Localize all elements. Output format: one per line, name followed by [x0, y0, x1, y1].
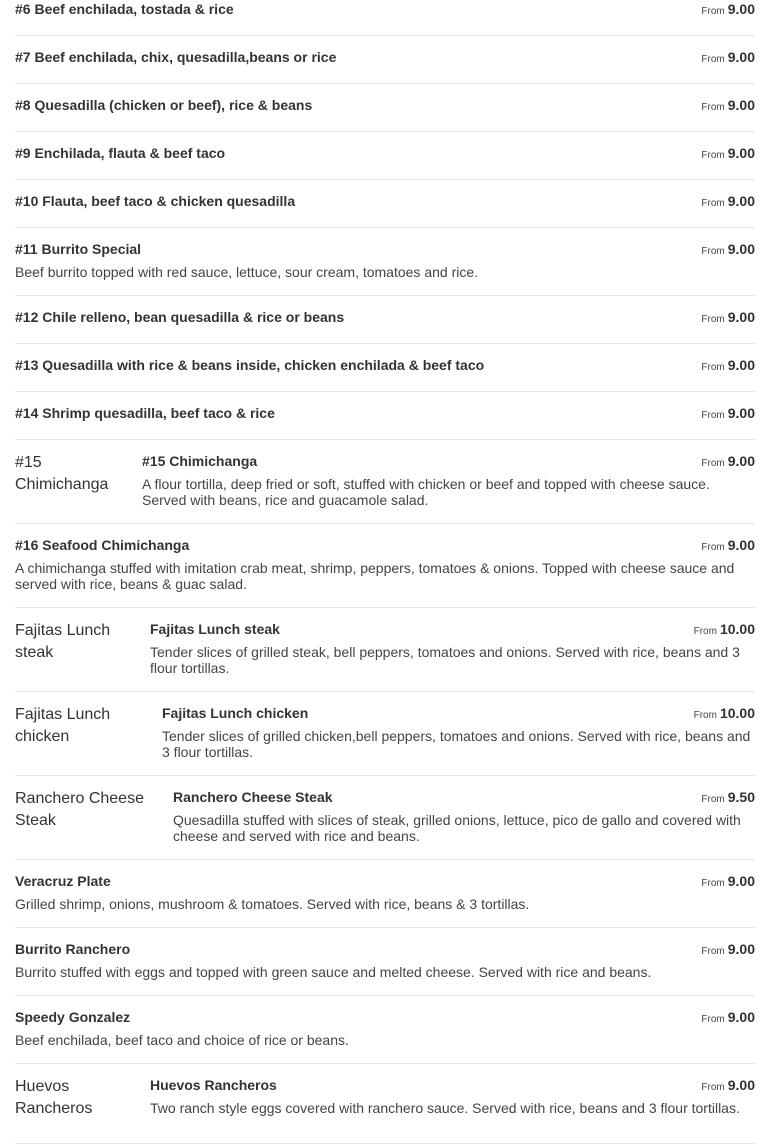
menu-item-description: Two ranch style eggs covered with ranchero sauce. Served with rice, beans and 3 flour tortillas. — [150, 1100, 740, 1116]
menu-item-name[interactable]: Veracruz Plate — [15, 873, 111, 889]
menu-item-header — [15, 96, 755, 115]
price-value: 9.00 — [727, 145, 755, 161]
menu-item-name[interactable]: #6 Beef enchilada, tostada & rice — [15, 1, 234, 17]
price-value: 9.00 — [727, 453, 755, 469]
menu-item-body — [15, 404, 755, 424]
menu-item[interactable] — [15, 84, 755, 132]
menu-item-body — [15, 308, 755, 328]
price-prefix: From — [701, 362, 725, 373]
menu-item-body — [173, 788, 755, 844]
menu-item-description: Tender slices of grilled steak, bell peppers, tomatoes and onions. Served with rice, beans and 3 flour tortillas. — [150, 644, 740, 676]
menu-item-description: Burrito stuffed with eggs and topped with green sauce and melted cheese. Served with rice and beans. — [15, 964, 652, 980]
menu-item-name[interactable]: #9 Enchilada, flauta & beef taco — [15, 145, 226, 161]
menu-item[interactable] — [15, 524, 755, 608]
menu-item-header — [15, 536, 755, 555]
menu-item-description: A flour tortilla, deep fried or soft, stuffed with chicken or beef and topped with cheese sauce. Served with beans, rice and guacamole salad. — [142, 476, 710, 508]
menu-item-description: Quesadilla stuffed with slices of steak, grilled onions, lettuce, pico de gallo and covered with cheese and served with rice and beans. — [173, 812, 741, 844]
menu-item[interactable] — [15, 0, 755, 36]
menu-item-name[interactable]: Huevos Rancheros — [150, 1077, 277, 1093]
menu-item-price — [701, 1009, 755, 1027]
price-value: 9.00 — [727, 49, 755, 65]
menu-item-body — [15, 940, 755, 980]
menu-item-price — [701, 193, 755, 211]
menu-item[interactable] — [15, 776, 755, 860]
menu-item-header — [142, 452, 755, 471]
price-value: 9.00 — [727, 357, 755, 373]
menu-item-image[interactable]: #15 Chimichanga — [15, 454, 109, 493]
price-prefix: From — [701, 878, 725, 889]
menu-item-header — [15, 240, 755, 259]
price-prefix: From — [701, 410, 725, 421]
menu-item-header — [150, 620, 755, 639]
menu-item[interactable] — [15, 860, 755, 928]
menu-item-body — [15, 48, 755, 68]
menu-item-body — [150, 620, 755, 676]
menu-item-name[interactable]: Fajitas Lunch steak — [150, 621, 280, 637]
price-value: 9.00 — [727, 309, 755, 325]
price-value: 9.00 — [727, 1, 755, 17]
menu-item-price — [694, 705, 755, 723]
menu-item-body — [15, 872, 755, 912]
menu-item-body — [15, 536, 755, 592]
menu-item-price — [701, 873, 755, 891]
menu-item-body — [15, 1008, 755, 1048]
menu-item-header — [15, 48, 755, 67]
price-prefix: From — [701, 246, 725, 257]
menu-item-body — [15, 0, 755, 20]
menu-item-name[interactable]: #8 Quesadilla (chicken or beef), rice & beans — [15, 97, 313, 113]
price-prefix: From — [701, 542, 725, 553]
price-value: 9.00 — [727, 873, 755, 889]
price-value: 9.00 — [727, 405, 755, 421]
menu-item[interactable] — [15, 344, 755, 392]
menu-item-name[interactable]: #13 Quesadilla with rice & beans inside, chicken enchilada & beef taco — [15, 357, 485, 373]
menu-item-body — [142, 452, 755, 508]
menu-item-header — [15, 192, 755, 211]
menu-item-name[interactable]: #14 Shrimp quesadilla, beef taco & rice — [15, 405, 275, 421]
menu-item-header — [15, 308, 755, 327]
price-value: 10.00 — [719, 621, 755, 637]
menu-item[interactable] — [15, 1064, 755, 1144]
menu-item-name[interactable]: Burrito Ranchero — [15, 941, 131, 957]
menu-item[interactable] — [15, 996, 755, 1064]
menu-item-price — [701, 1077, 755, 1095]
menu-item[interactable] — [15, 36, 755, 84]
price-prefix: From — [693, 710, 717, 721]
menu-item[interactable] — [15, 296, 755, 344]
price-value: 9.50 — [727, 789, 755, 805]
menu-item-price — [701, 1, 755, 19]
menu-item-header — [15, 872, 755, 891]
menu-item-name[interactable]: Speedy Gonzalez — [15, 1009, 131, 1025]
menu-item-description: Grilled shrimp, onions, mushroom & tomatoes. Served with rice, beans & 3 tortillas. — [15, 896, 530, 912]
menu-item-body — [150, 1076, 755, 1128]
menu-item-price — [701, 97, 755, 115]
price-prefix: From — [701, 1082, 725, 1093]
menu-item-description: Beef burrito topped with red sauce, lettuce, sour cream, tomatoes and rice. — [15, 264, 479, 280]
menu-item-header — [15, 356, 755, 375]
menu-item[interactable] — [15, 608, 755, 692]
menu-item-price — [701, 145, 755, 163]
menu-item[interactable] — [15, 228, 755, 296]
price-value: 9.00 — [727, 241, 755, 257]
menu-item-body — [15, 240, 755, 280]
price-value: 9.00 — [727, 97, 755, 113]
menu-item-name[interactable]: #7 Beef enchilada, chix, quesadilla,beans or rice — [15, 49, 337, 65]
menu-item-header — [150, 1076, 755, 1095]
menu-item-price — [701, 241, 755, 259]
menu-item[interactable] — [15, 440, 755, 524]
price-prefix: From — [701, 198, 725, 209]
price-value: 9.00 — [727, 941, 755, 957]
menu-item-header — [15, 1008, 755, 1027]
menu-item-description: Tender slices of grilled chicken,bell peppers, tomatoes and onions. Served with rice, beans and 3 flour tortillas. — [162, 728, 751, 760]
price-prefix: From — [701, 794, 725, 805]
menu-item-price — [694, 621, 755, 639]
menu-item-body — [15, 192, 755, 212]
menu-item-list — [15, 0, 755, 1144]
menu-item-description: Beef enchilada, beef taco and choice of rice or beans. — [15, 1032, 349, 1048]
menu-item-body — [162, 704, 755, 760]
menu-item-header — [15, 404, 755, 423]
price-prefix: From — [701, 458, 725, 469]
price-prefix: From — [701, 102, 725, 113]
menu-item-name[interactable]: #15 Chimichanga — [142, 453, 258, 469]
menu-item[interactable] — [15, 928, 755, 996]
menu-item-price — [701, 453, 755, 471]
menu-item-body — [15, 96, 755, 116]
menu-item-name[interactable]: #11 Burrito Special — [15, 241, 142, 257]
menu-item[interactable] — [15, 132, 755, 180]
menu-item-price — [701, 405, 755, 423]
price-prefix: From — [693, 626, 717, 637]
menu-item-header — [162, 704, 755, 723]
price-value: 9.00 — [727, 193, 755, 209]
menu-item-image[interactable]: Ranchero Cheese Steak — [15, 790, 144, 829]
price-value: 10.00 — [719, 705, 755, 721]
price-prefix: From — [701, 54, 725, 65]
menu-item-price — [701, 49, 755, 67]
menu-item-image[interactable]: Fajitas Lunch chicken — [15, 706, 111, 745]
menu-item-body — [15, 356, 755, 376]
price-value: 9.00 — [727, 1077, 755, 1093]
price-value: 9.00 — [727, 1009, 755, 1025]
menu-item[interactable] — [15, 392, 755, 440]
menu-item[interactable] — [15, 180, 755, 228]
menu-item-name[interactable]: Ranchero Cheese Steak — [173, 789, 333, 805]
menu-item-image[interactable]: Huevos Rancheros — [15, 1078, 93, 1117]
menu-item-name[interactable]: Fajitas Lunch chicken — [162, 705, 309, 721]
menu-item-header — [173, 788, 755, 807]
menu-item-header — [15, 0, 755, 19]
menu-item-name[interactable]: #10 Flauta, beef taco & chicken quesadilla — [15, 193, 296, 209]
price-prefix: From — [701, 150, 725, 161]
menu-item-description: A chimichanga stuffed with imitation crab meat, shrimp, peppers, tomatoes & onions. Topped with cheese sauce and served with rice, beans & guac salad. — [15, 560, 735, 592]
menu-item-price — [701, 309, 755, 327]
menu-item-price — [701, 537, 755, 555]
price-prefix: From — [701, 6, 725, 17]
menu-item-image[interactable]: Fajitas Lunch steak — [15, 622, 111, 661]
price-prefix: From — [701, 1014, 725, 1025]
menu-item-name[interactable]: #16 Seafood Chimichanga — [15, 537, 190, 553]
menu-item-header — [15, 144, 755, 163]
menu-item-price — [701, 357, 755, 375]
menu-item-name[interactable]: #12 Chile relleno, bean quesadilla & rice or beans — [15, 309, 345, 325]
menu-item-price — [701, 941, 755, 959]
menu-item-body — [15, 144, 755, 164]
price-prefix: From — [701, 946, 725, 957]
menu-item[interactable] — [15, 692, 755, 776]
menu-item-price — [701, 789, 755, 807]
menu-item-header — [15, 940, 755, 959]
price-value: 9.00 — [727, 537, 755, 553]
price-prefix: From — [701, 314, 725, 325]
